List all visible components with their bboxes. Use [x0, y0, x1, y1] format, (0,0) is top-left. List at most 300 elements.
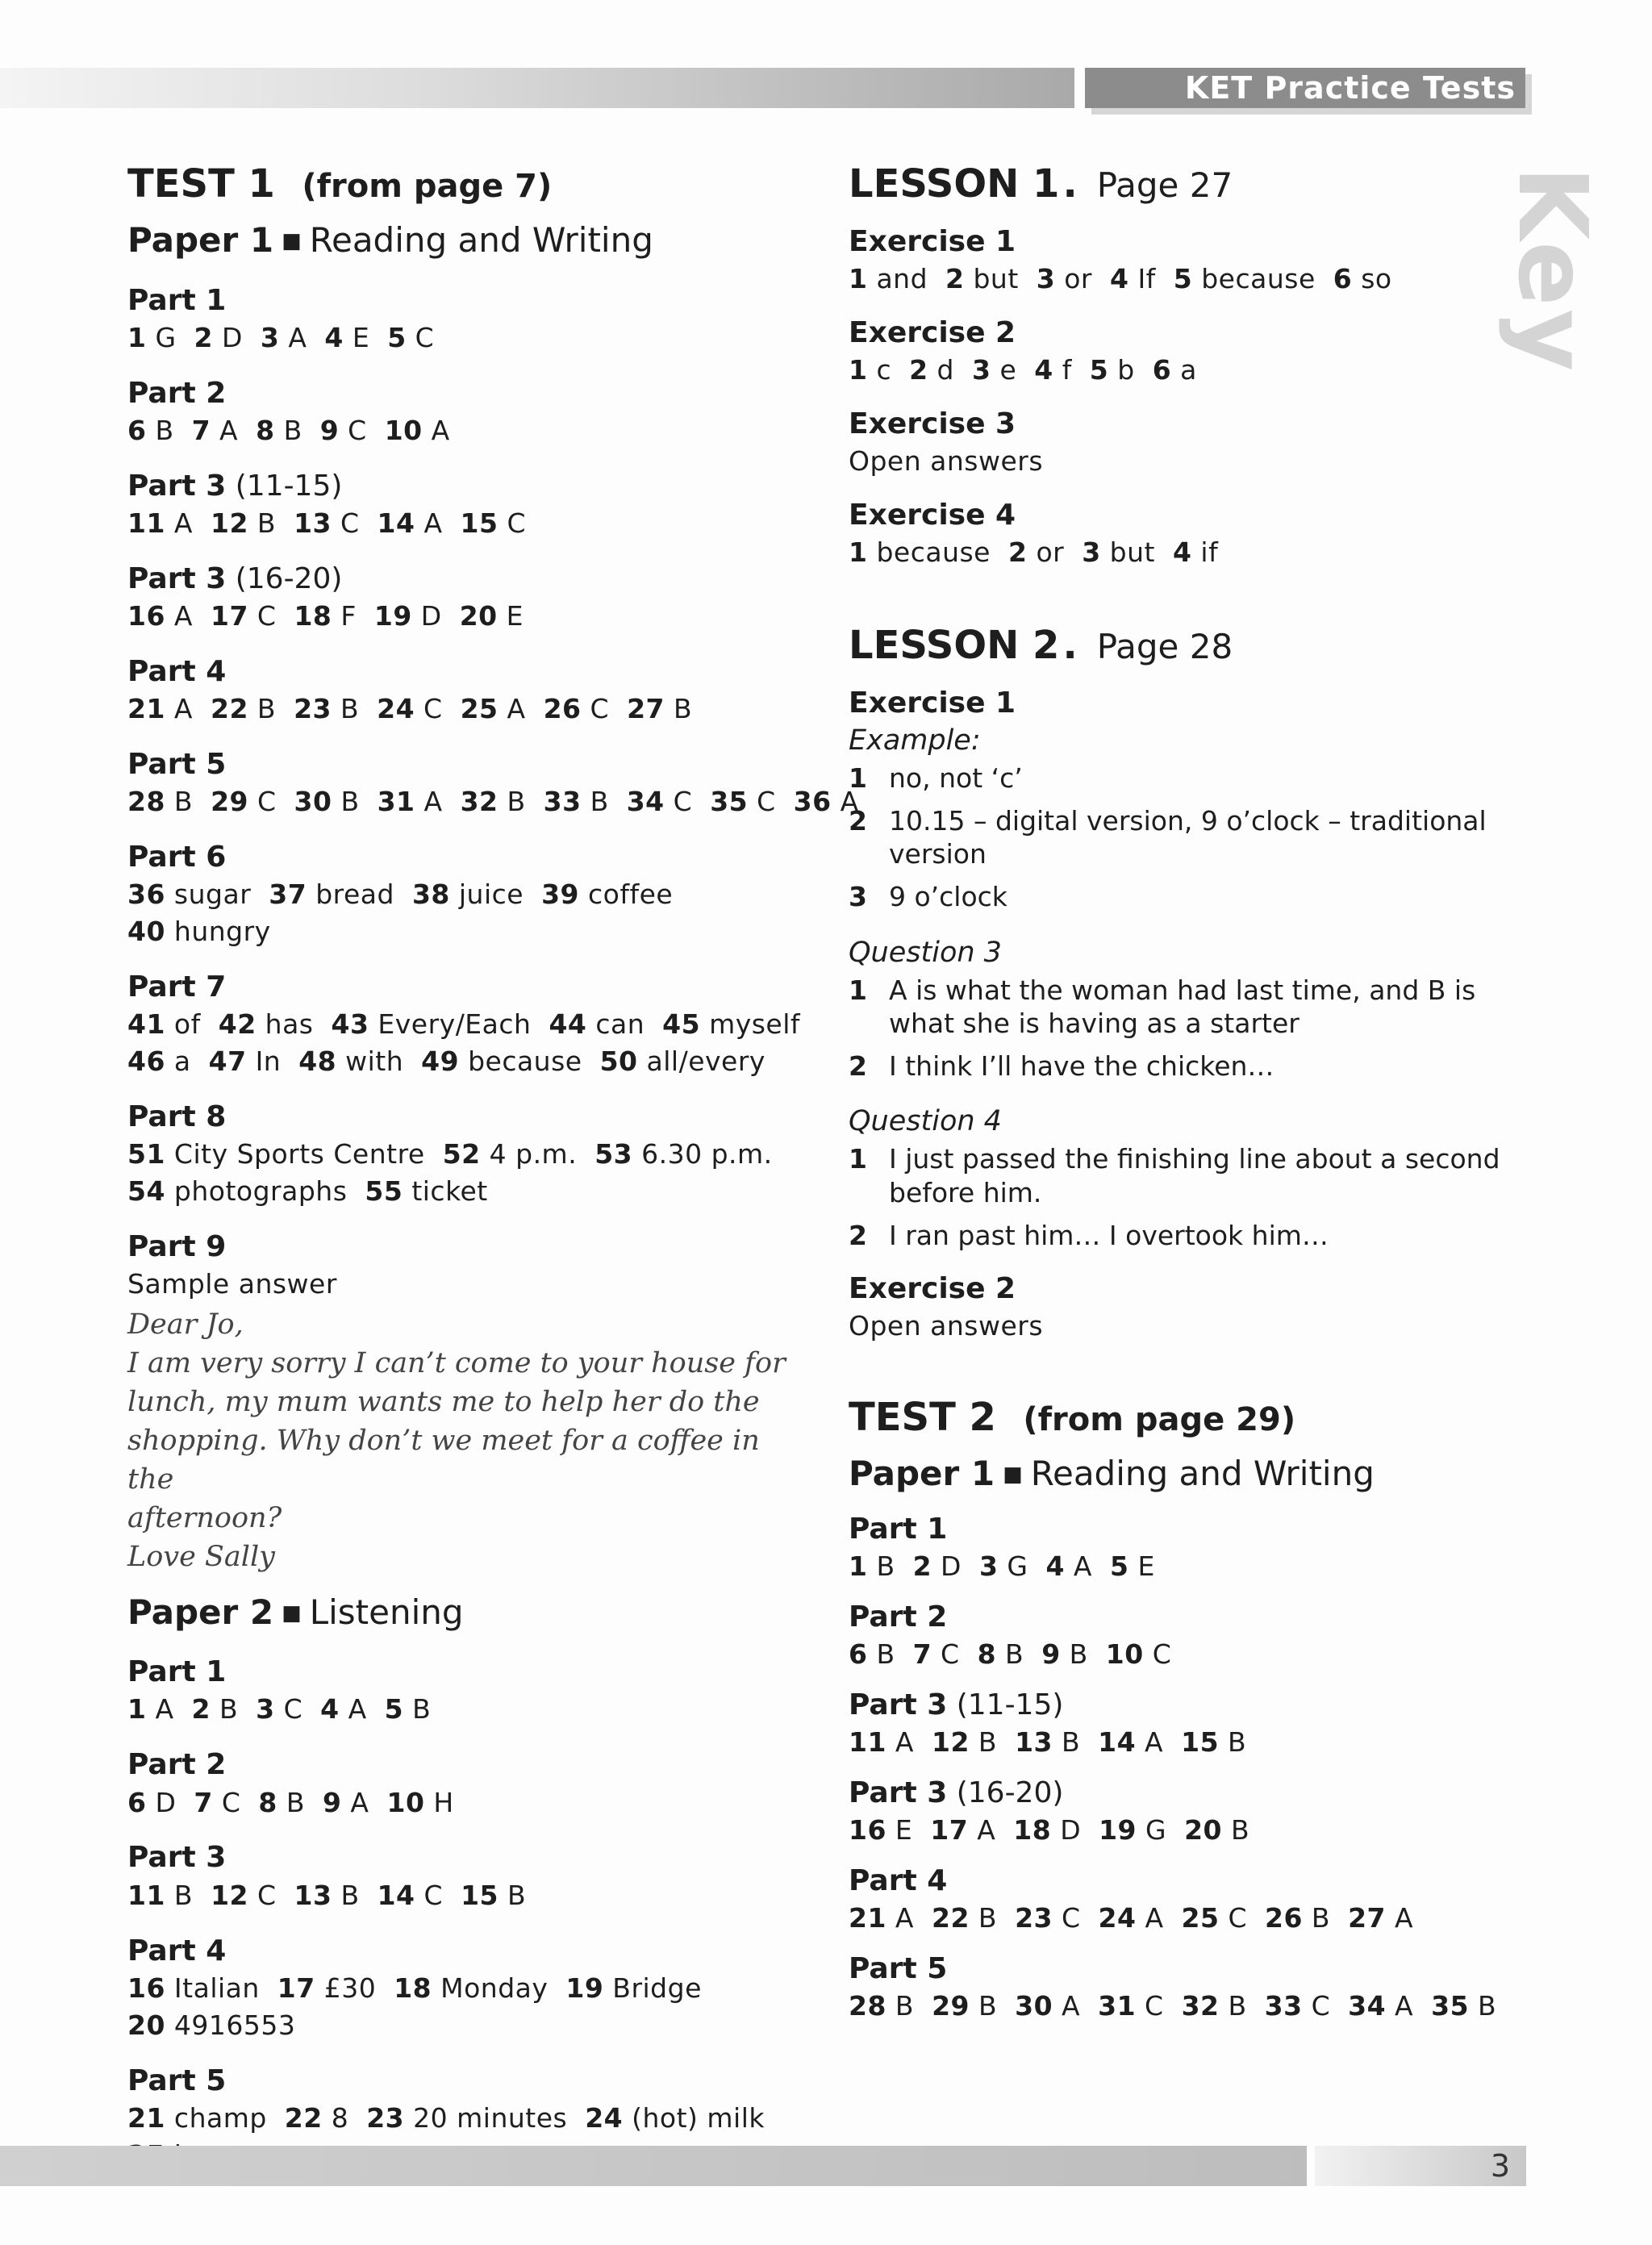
- answer-line: [127, 1137, 805, 1171]
- answer-value: B: [146, 414, 174, 446]
- answer-number: 20: [1184, 1814, 1223, 1846]
- answer-value: B: [211, 1693, 239, 1725]
- answer-value: or: [1027, 536, 1065, 569]
- answer-value: E: [343, 321, 370, 353]
- answer-value: B: [277, 1786, 305, 1818]
- answer-value: A: [341, 1786, 369, 1818]
- answer-number: 8: [258, 1786, 277, 1818]
- part-block: [127, 469, 805, 540]
- answer-number: 32: [460, 786, 499, 818]
- answer-value: with: [336, 1045, 404, 1078]
- part-label: [849, 1600, 1518, 1634]
- answer-value: B: [498, 786, 526, 818]
- part-label: [127, 840, 805, 874]
- exercise-label: Exercise 1: [849, 225, 1016, 258]
- answer-number: 17: [930, 1814, 969, 1846]
- part-block: [127, 376, 805, 448]
- answer-value: d: [928, 354, 954, 386]
- answer-value: has: [256, 1008, 314, 1041]
- answer-value: G: [146, 321, 177, 353]
- answer-value: because: [867, 536, 991, 569]
- answer-value: C: [332, 507, 360, 539]
- answer-value: D: [146, 1786, 177, 1818]
- answer-number: 21: [849, 1902, 886, 1934]
- answer-number: 5: [384, 1693, 404, 1725]
- part-label: [849, 1688, 1518, 1722]
- left-column: [127, 160, 859, 2172]
- answer-line: [127, 1879, 805, 1913]
- lesson2-heading: LESSON 2. Page 28: [849, 623, 1233, 669]
- part-label: [127, 1934, 805, 1968]
- answer-value: Every/Each: [369, 1008, 532, 1041]
- answer-value: 20 minutes: [404, 2101, 568, 2134]
- part-label-text: Part 1: [849, 1512, 948, 1546]
- item-number: 2: [849, 804, 867, 837]
- answer-number: 31: [1098, 1990, 1137, 2022]
- answer-value: so: [1352, 263, 1392, 295]
- answer-value: but: [1100, 536, 1155, 569]
- answer-number: 27: [627, 693, 665, 725]
- answer-value: B: [1302, 1902, 1331, 1934]
- answer-number: 35: [1431, 1990, 1470, 2022]
- part-label: [127, 654, 805, 689]
- answer-number: 4: [1109, 263, 1129, 295]
- part-label-text: Part 2: [127, 376, 227, 410]
- answer-value: B: [969, 1902, 998, 1934]
- part-label: [849, 1863, 1518, 1898]
- part-block: [849, 1512, 1518, 1584]
- answer-value: G: [1137, 1814, 1167, 1846]
- answer-number: 29: [932, 1990, 970, 2022]
- answer-line: [849, 353, 1518, 387]
- answer-number: 16: [127, 599, 165, 632]
- answer-line: [849, 1725, 1518, 1759]
- answer-value: B: [996, 1638, 1024, 1670]
- answer-value: B: [665, 693, 693, 725]
- bullet-square-icon: ■: [282, 1600, 302, 1625]
- answer-number: 10: [386, 1786, 425, 1818]
- question-label: Question 4: [849, 1105, 1002, 1138]
- footer-bar: [0, 2146, 1307, 2186]
- answer-value: C: [1143, 1638, 1172, 1670]
- answer-number: 30: [294, 786, 332, 818]
- answer-number: 49: [421, 1045, 460, 1078]
- answer-value: A: [968, 1814, 996, 1846]
- answer-value: D: [411, 599, 442, 632]
- test1-heading: TEST 1 (from page 7): [127, 161, 553, 207]
- answer-line: [127, 1045, 805, 1079]
- part-block: [849, 1776, 1518, 1847]
- answer-number: 5: [387, 321, 407, 353]
- lesson1-heading: LESSON 1. Page 27: [849, 161, 1233, 207]
- part-label: [849, 1776, 1518, 1810]
- answer-value: ticket: [403, 1175, 488, 1208]
- answer-number: 14: [377, 507, 415, 539]
- answer-number: 2: [194, 321, 213, 353]
- answer-line: [127, 1008, 805, 1041]
- answer-line: [127, 2009, 805, 2043]
- answer-value: A: [339, 1693, 367, 1725]
- answer-number: 21: [127, 2101, 165, 2134]
- answer-value: A: [165, 599, 194, 632]
- answer-number: 3: [971, 354, 991, 386]
- answer-value: a: [1171, 354, 1197, 386]
- answer-number: 36: [793, 786, 832, 818]
- part-label-text: Part 8: [127, 1100, 227, 1134]
- answer-number: 10: [384, 414, 423, 446]
- item-number: 1: [849, 974, 867, 1006]
- answer-value: A: [415, 786, 443, 818]
- test1-paper2-parts: [127, 1655, 805, 2172]
- answer-value: A: [1053, 1990, 1081, 2022]
- answer-value: A: [415, 507, 443, 539]
- answer-value: photographs: [165, 1175, 348, 1208]
- answer-number: 39: [541, 878, 580, 911]
- answer-number: 48: [298, 1045, 337, 1078]
- answer-number: 13: [294, 1879, 332, 1911]
- answer-number: 7: [912, 1638, 932, 1670]
- lesson1-exercises: [849, 224, 1518, 570]
- answer-value: e: [991, 354, 1017, 386]
- test2-heading: TEST 2 (from page 29): [849, 1395, 1296, 1441]
- answer-value: if: [1191, 536, 1219, 569]
- answer-number: 11: [127, 1879, 165, 1911]
- part-label-text: Part 3: [849, 1776, 948, 1809]
- answer-value: C: [664, 786, 693, 818]
- answer-number: 15: [461, 1879, 499, 1911]
- answer-value: A: [498, 693, 526, 725]
- answer-value: C: [932, 1638, 960, 1670]
- answer-value: B: [1222, 1814, 1250, 1846]
- part-label-text: Part 4: [127, 1934, 227, 1968]
- answer-number: 9: [319, 414, 340, 446]
- answer-line: [127, 785, 859, 819]
- answer-value: B: [581, 786, 609, 818]
- bullet-square-icon: ■: [282, 229, 302, 253]
- part-label-text: Part 5: [849, 1952, 948, 1986]
- part-block: [127, 1100, 805, 1208]
- answer-number: 4: [1172, 536, 1192, 569]
- answer-number: 33: [543, 786, 582, 818]
- answer-number: 35: [710, 786, 749, 818]
- answer-value: coffee: [579, 878, 674, 911]
- answer-value: B: [970, 1990, 998, 2022]
- answer-number: 15: [460, 507, 499, 539]
- answer-number: 11: [849, 1726, 886, 1759]
- answer-number: 28: [127, 786, 165, 818]
- answer-value: hungry: [165, 916, 271, 948]
- list-item: [849, 1049, 1518, 1083]
- part-range: (16-20): [226, 561, 343, 595]
- answer-value: A: [165, 693, 194, 725]
- answer-number: 29: [211, 786, 248, 818]
- answer-line: [127, 1786, 805, 1820]
- answer-number: 23: [1015, 1902, 1053, 1934]
- answer-value: B: [403, 1693, 432, 1725]
- answer-number: 24: [377, 693, 415, 725]
- answer-number: 2: [912, 1550, 932, 1582]
- answer-line: [127, 692, 805, 726]
- answer-number: 8: [256, 414, 275, 446]
- answer-number: 2: [945, 263, 965, 295]
- part-label: [127, 469, 805, 503]
- answer-value: C: [339, 414, 367, 446]
- answer-number: 3: [1082, 536, 1101, 569]
- answer-value: f: [1053, 354, 1072, 386]
- answer-value: C: [748, 786, 776, 818]
- answer-number: 23: [366, 2101, 405, 2134]
- part-range: (16-20): [947, 1776, 1064, 1809]
- question4-list: [849, 1142, 1518, 1252]
- answer-value: A: [146, 1693, 174, 1725]
- answer-value: of: [165, 1008, 201, 1041]
- answer-number: 30: [1015, 1990, 1053, 2022]
- answer-line: [849, 262, 1518, 296]
- list-item: [849, 880, 1518, 913]
- answer-line: [849, 536, 1518, 570]
- answer-number: 44: [549, 1008, 587, 1041]
- answer-value: (hot) milk: [623, 2101, 766, 2134]
- part-block: [127, 747, 859, 819]
- part-block: [127, 1747, 805, 1819]
- exercise-answer: Open answers: [849, 1310, 1044, 1342]
- exercise-label: Exercise 2: [849, 316, 1016, 350]
- part-block: [127, 970, 805, 1079]
- answer-number: 22: [932, 1902, 970, 1934]
- answer-value: C: [581, 693, 610, 725]
- answer-number: 16: [127, 1972, 165, 2004]
- answer-number: 54: [127, 1175, 165, 1208]
- part-label: [127, 747, 805, 782]
- part-block: [127, 1840, 805, 1912]
- item-number: 2: [849, 1050, 867, 1083]
- sample-answer-note: Sample answer: [127, 1268, 337, 1300]
- answer-value: B: [248, 507, 277, 539]
- answer-value: Italian: [165, 1972, 260, 2004]
- answer-value: C: [1219, 1902, 1248, 1934]
- answer-number: 9: [1041, 1638, 1061, 1670]
- right-column: [849, 160, 1518, 2023]
- part-label-text: Part 2: [849, 1600, 948, 1634]
- answer-number: 4: [324, 321, 344, 353]
- answer-value: B: [332, 1879, 360, 1911]
- answer-number: 34: [1348, 1990, 1387, 2022]
- answer-number: 13: [294, 507, 332, 539]
- answer-line: [127, 1175, 805, 1208]
- answer-value: B: [886, 1990, 915, 2022]
- answer-number: 10: [1105, 1638, 1144, 1670]
- answer-value: B: [274, 414, 302, 446]
- answer-number: 46: [127, 1045, 165, 1078]
- answer-value: B: [867, 1550, 895, 1582]
- part-label-text: Part 1: [127, 1655, 227, 1689]
- answer-number: 12: [932, 1726, 970, 1759]
- answer-value: D: [1051, 1814, 1082, 1846]
- answer-number: 5: [1089, 354, 1109, 386]
- answer-value: C: [1302, 1990, 1331, 2022]
- part-label-text: Part 3: [127, 561, 227, 595]
- answer-value: but: [964, 263, 1019, 295]
- item-text: I think I’ll have the chicken…: [889, 1050, 1274, 1083]
- answer-number: 25: [1181, 1902, 1220, 1934]
- answer-number: 2: [909, 354, 928, 386]
- answer-value: £30: [315, 1972, 377, 2004]
- answer-value: B: [165, 1879, 194, 1911]
- answer-number: 37: [269, 878, 307, 911]
- part-range: (11-15): [226, 469, 343, 503]
- answer-value: C: [498, 507, 527, 539]
- answer-line: [127, 2101, 805, 2135]
- part-label-text: Part 7: [127, 970, 227, 1004]
- answer-value: Bridge: [603, 1972, 702, 2004]
- question-label: Question 3: [849, 936, 1002, 969]
- part-label-text: Part 3: [849, 1688, 948, 1721]
- answer-value: E: [886, 1814, 913, 1846]
- answer-value: b: [1108, 354, 1135, 386]
- part-label-text: Part 2: [127, 1748, 227, 1782]
- part-label: [127, 1655, 805, 1689]
- answer-number: 11: [127, 507, 165, 539]
- answer-number: 18: [1013, 1814, 1052, 1846]
- answer-line: [849, 1638, 1518, 1671]
- answer-value: B: [499, 1879, 527, 1911]
- part-block: [849, 1951, 1518, 2023]
- answer-value: all/every: [637, 1045, 766, 1078]
- answer-number: 3: [260, 321, 280, 353]
- answer-value: a: [165, 1045, 191, 1078]
- answer-line: [127, 599, 805, 633]
- item-text: I just passed the finishing line about a second before him.: [889, 1143, 1500, 1208]
- part-label: [127, 1747, 805, 1782]
- item-text: no, not ‘c’: [889, 762, 1023, 794]
- answer-value: 6.30 p.m.: [632, 1138, 773, 1170]
- answer-value: C: [212, 1786, 241, 1818]
- exercise-label: Exercise 3: [849, 407, 1016, 441]
- answer-line: [127, 414, 805, 448]
- part-label-text: Part 3: [127, 1841, 227, 1875]
- answer-value: City Sports Centre: [165, 1138, 425, 1170]
- item-text: I ran past him… I overtook him…: [889, 1219, 1329, 1251]
- part-block: [849, 1863, 1518, 1935]
- answer-value: juice: [449, 878, 524, 911]
- item-text: A is what the woman had last time, and B is what she is having as a starter: [889, 974, 1476, 1039]
- part-label-text: Part 3: [127, 469, 227, 503]
- answer-number: 21: [127, 693, 165, 725]
- part-block: [127, 283, 805, 355]
- page-number: 3: [1315, 2146, 1526, 2186]
- part-label-text: Part 6: [127, 841, 227, 874]
- header-gradient-bar: [0, 68, 1074, 108]
- answer-value: A: [1136, 1902, 1164, 1934]
- part-label: [849, 1512, 1518, 1546]
- answer-value: B: [332, 693, 360, 725]
- answer-value: B: [867, 1638, 895, 1670]
- answer-value: C: [406, 321, 435, 353]
- answer-value: A: [1136, 1726, 1164, 1759]
- answer-value: F: [332, 599, 357, 632]
- answer-line: [127, 1972, 805, 2005]
- part-label: [127, 970, 805, 1004]
- answer-value: A: [1386, 1990, 1414, 2022]
- answer-number: 6: [127, 414, 147, 446]
- answer-number: 53: [594, 1138, 633, 1170]
- answer-value: A: [1386, 1902, 1414, 1934]
- answer-line: [127, 507, 805, 540]
- answer-number: 24: [1098, 1902, 1137, 1934]
- answer-number: 18: [394, 1972, 432, 2004]
- answer-number: 27: [1348, 1902, 1386, 1934]
- test1-paper1-heading: Paper 1 ■ Reading and Writing: [127, 220, 653, 260]
- answer-line: [127, 1692, 805, 1726]
- answer-value: can: [586, 1008, 645, 1041]
- answer-number: 7: [194, 1786, 213, 1818]
- answer-value: B: [1053, 1726, 1081, 1759]
- answer-number: 19: [565, 1972, 604, 2004]
- part-label-text: Part 1: [127, 283, 227, 317]
- header-title: KET Practice Tests: [1085, 68, 1525, 108]
- item-number: 1: [849, 762, 867, 794]
- answer-value: B: [1469, 1990, 1497, 2022]
- answer-number: 1: [849, 354, 868, 386]
- answer-number: 41: [127, 1008, 165, 1041]
- part-label: [127, 376, 805, 411]
- answer-value: A: [422, 414, 450, 446]
- answer-value: C: [248, 1879, 277, 1911]
- answer-value: myself: [700, 1008, 801, 1041]
- answer-value: bread: [307, 878, 394, 911]
- example-label: Example:: [849, 724, 981, 757]
- answer-value: C: [1053, 1902, 1081, 1934]
- part-block: [127, 840, 805, 949]
- answer-value: C: [415, 693, 443, 725]
- answer-number: 14: [377, 1879, 415, 1911]
- answer-value: C: [248, 599, 277, 632]
- answer-number: 5: [1110, 1550, 1129, 1582]
- part-label: [849, 1951, 1518, 1986]
- answer-number: 1: [849, 536, 868, 569]
- answer-number: 6: [849, 1638, 868, 1670]
- bullet-square-icon: ■: [1003, 1463, 1023, 1488]
- answer-number: 3: [1036, 263, 1056, 295]
- answer-value: C: [1136, 1990, 1164, 2022]
- answer-number: 2: [1007, 536, 1028, 569]
- part-label: [127, 561, 805, 596]
- answer-number: 52: [442, 1138, 481, 1170]
- answer-value: G: [998, 1550, 1028, 1582]
- answer-value: E: [1128, 1550, 1155, 1582]
- item-number: 2: [849, 1219, 867, 1251]
- part-label: [127, 1100, 805, 1134]
- answer-number: 26: [543, 693, 582, 725]
- answer-number: 25: [460, 693, 499, 725]
- answer-number: 23: [294, 693, 332, 725]
- part-label: [127, 2063, 805, 2098]
- answer-number: 22: [284, 2101, 323, 2134]
- answer-number: 3: [256, 1693, 275, 1725]
- answer-value: B: [969, 1726, 998, 1759]
- part-label: [127, 283, 805, 318]
- list-item: [849, 804, 1518, 871]
- answer-number: 55: [365, 1175, 403, 1208]
- answer-number: 43: [331, 1008, 369, 1041]
- exercise-label: Exercise 4: [849, 499, 1016, 532]
- answer-value: B: [248, 693, 277, 725]
- answer-value: E: [497, 599, 524, 632]
- part-label-text: Part 4: [849, 1864, 948, 1898]
- test1-part9: [127, 1229, 805, 1577]
- answer-number: 19: [1099, 1814, 1137, 1846]
- answer-number: 1: [849, 263, 868, 295]
